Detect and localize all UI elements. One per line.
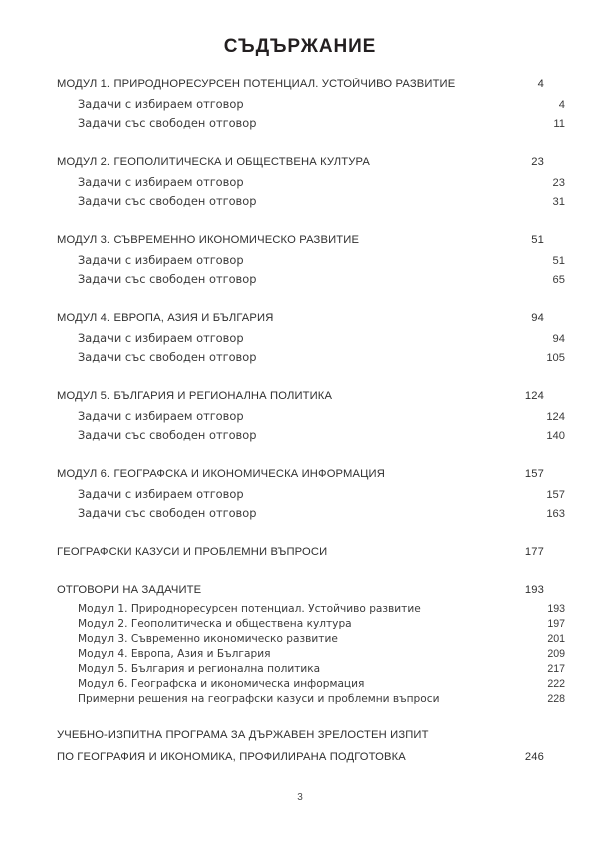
toc-subentry-page: 4 xyxy=(558,99,565,111)
toc-subentry-page: 157 xyxy=(546,489,565,501)
toc-subentry[interactable] xyxy=(78,272,565,286)
toc-answer-page: 201 xyxy=(547,633,565,645)
leader-dots xyxy=(249,107,557,108)
leader-dots xyxy=(325,671,545,672)
leader-dots xyxy=(411,759,523,760)
toc-answer-label: Модул 3. Съвременно икономическо развитие xyxy=(78,633,338,645)
module-block xyxy=(57,468,565,520)
toc-answer-item[interactable] xyxy=(78,618,565,630)
toc-subentry[interactable] xyxy=(78,428,565,442)
toc-entry-module[interactable] xyxy=(57,78,544,90)
toc-entry-label: МОДУЛ 5. БЪЛГАРИЯ И РЕГИОНАЛНА ПОЛИТИКА xyxy=(57,390,333,402)
toc-subentry-label: Задачи със свободен отговор xyxy=(78,194,257,208)
toc-subentry-label: Задачи със свободен отговор xyxy=(78,116,257,130)
toc-subentry[interactable] xyxy=(78,194,565,208)
toc-subentry[interactable] xyxy=(78,116,565,130)
toc-answer-page: 193 xyxy=(547,603,565,615)
toc-subentry-label: Задачи с избираем отговор xyxy=(78,253,244,267)
toc-subentry-label: Задачи с избираем отговор xyxy=(78,487,244,501)
page-title: СЪДЪРЖАНИЕ xyxy=(223,36,377,57)
toc-subentry-label: Задачи със свободен отговор xyxy=(78,428,257,442)
toc-subentry-page: 140 xyxy=(546,430,565,442)
answers-block xyxy=(57,584,565,705)
toc-answer-page: 209 xyxy=(547,648,565,660)
leader-dots xyxy=(390,476,523,477)
toc-answer-item[interactable] xyxy=(78,633,565,645)
leader-dots xyxy=(426,611,546,612)
module-block xyxy=(57,156,565,208)
toc-subentry[interactable] xyxy=(78,175,565,189)
toc-list xyxy=(57,78,565,763)
toc-entry-label: МОДУЛ 6. ГЕОГРАФСКА И ИКОНОМИЧЕСКА ИНФОРМАЦИЯ xyxy=(57,468,385,480)
leader-dots xyxy=(343,641,545,642)
toc-subentry[interactable] xyxy=(78,253,565,267)
toc-subentry[interactable] xyxy=(78,97,565,111)
toc-subentry-page: 65 xyxy=(552,274,565,286)
toc-subentry-page: 105 xyxy=(546,352,565,364)
toc-subentry-label: Задачи със свободен отговор xyxy=(78,506,257,520)
toc-entry-page: 193 xyxy=(524,584,544,596)
leader-dots xyxy=(206,592,523,593)
toc-subentry-label: Задачи с избираем отговор xyxy=(78,97,244,111)
leader-dots xyxy=(249,263,551,264)
toc-answer-label: Модул 1. Природноресурсен потенциал. Устойчиво развитие xyxy=(78,603,421,615)
module-block xyxy=(57,78,565,130)
toc-entry-page: 177 xyxy=(524,546,544,558)
toc-answer-label: Примерни решения на географски казуси и проблемни въпроси xyxy=(78,693,440,705)
leader-dots xyxy=(261,516,544,517)
toc-entry-module[interactable] xyxy=(57,234,544,246)
toc-entry-label: МОДУЛ 1. ПРИРОДНОРЕСУРСЕН ПОТЕНЦИАЛ. УСТОЙЧИВО РАЗВИТИЕ xyxy=(57,78,456,90)
toc-entry-page: 51 xyxy=(531,234,544,246)
toc-answer-label: Модул 4. Европа, Азия и България xyxy=(78,648,271,660)
leader-dots xyxy=(249,497,545,498)
toc-subentry-label: Задачи със свободен отговор xyxy=(78,272,257,286)
toc-entry-label: ОТГОВОРИ НА ЗАДАЧИТЕ xyxy=(57,584,202,596)
toc-subentry-label: Задачи със свободен отговор xyxy=(78,350,257,364)
leader-dots xyxy=(249,419,545,420)
leader-dots xyxy=(337,398,523,399)
leader-dots xyxy=(261,126,551,127)
program-line-1: УЧЕБНО-ИЗПИТНА ПРОГРАМА ЗА ДЪРЖАВЕН ЗРЕЛОСТЕН ИЗПИТ xyxy=(57,729,429,741)
toc-subentry-page: 94 xyxy=(552,333,565,345)
toc-subentry[interactable] xyxy=(78,331,565,345)
page-number: 3 xyxy=(297,792,303,803)
leader-dots xyxy=(357,626,546,627)
leader-dots xyxy=(261,204,550,205)
toc-subentry-page: 31 xyxy=(552,196,565,208)
program-page: 246 xyxy=(524,751,544,763)
toc-entry-label: МОДУЛ 2. ГЕОПОЛИТИЧЕСКА И ОБЩЕСТВЕНА КУЛТУРА xyxy=(57,156,370,168)
case-studies-block xyxy=(57,546,544,558)
program-label: ПО ГЕОГРАФИЯ И ИКОНОМИКА, ПРОФИЛИРАНА ПОДГОТОВКА xyxy=(57,751,406,763)
toc-entry-page: 124 xyxy=(524,390,544,402)
toc-entry-module[interactable] xyxy=(57,156,544,168)
leader-dots xyxy=(261,282,550,283)
toc-entry-case-studies[interactable] xyxy=(57,546,544,558)
toc-answer-label: Модул 6. Географска и икономическа информация xyxy=(78,678,365,690)
toc-entry-label: МОДУЛ 4. ЕВРОПА, АЗИЯ И БЪЛГАРИЯ xyxy=(57,312,274,324)
leader-dots xyxy=(460,86,535,87)
toc-subentry-page: 51 xyxy=(552,255,565,267)
toc-subentry[interactable] xyxy=(78,409,565,423)
leader-dots xyxy=(249,341,551,342)
toc-subentry-page: 124 xyxy=(546,411,565,423)
toc-subentry-page: 163 xyxy=(546,508,565,520)
leader-dots xyxy=(278,320,529,321)
leader-dots xyxy=(369,686,545,687)
toc-entry-page: 94 xyxy=(531,312,544,324)
module-block xyxy=(57,234,565,286)
leader-dots xyxy=(444,701,545,702)
toc-answer-item[interactable] xyxy=(78,648,565,660)
toc-subentry[interactable] xyxy=(78,487,565,501)
toc-entry-label: ГЕОГРАФСКИ КАЗУСИ И ПРОБЛЕМНИ ВЪПРОСИ xyxy=(57,546,328,558)
toc-answer-label: Модул 5. България и регионална политика xyxy=(78,663,321,675)
program-line-2[interactable] xyxy=(57,751,544,763)
toc-answer-page: 222 xyxy=(547,678,565,690)
leader-dots xyxy=(332,554,523,555)
toc-answer-page: 197 xyxy=(547,618,565,630)
toc-answer-item[interactable] xyxy=(78,603,565,615)
toc-entry-page: 4 xyxy=(537,78,544,90)
toc-entry-label: МОДУЛ 3. СЪВРЕМЕННО ИКОНОМИЧЕСКО РАЗВИТИЕ xyxy=(57,234,360,246)
leader-dots xyxy=(364,242,529,243)
toc-answer-page: 217 xyxy=(547,663,565,675)
toc-answer-page: 228 xyxy=(547,693,565,705)
toc-subentry-label: Задачи с избираем отговор xyxy=(78,331,244,345)
toc-answer-item[interactable] xyxy=(78,663,565,675)
leader-dots xyxy=(261,360,544,361)
toc-subentry[interactable] xyxy=(78,506,565,520)
toc-entry-answers[interactable] xyxy=(57,584,544,596)
leader-dots xyxy=(275,656,545,657)
toc-entry-module[interactable] xyxy=(57,390,544,402)
toc-answer-label: Модул 2. Геополитическа и обществена култура xyxy=(78,618,352,630)
module-block xyxy=(57,312,565,364)
toc-entry-page: 157 xyxy=(524,468,544,480)
module-block xyxy=(57,390,565,442)
toc-subentry-page: 23 xyxy=(552,177,565,189)
toc-answer-item[interactable] xyxy=(78,693,565,705)
leader-dots xyxy=(261,438,544,439)
toc-subentry[interactable] xyxy=(78,350,565,364)
toc-entry-module[interactable] xyxy=(57,312,544,324)
toc-answer-item[interactable] xyxy=(78,678,565,690)
toc-subentry-label: Задачи с избираем отговор xyxy=(78,175,244,189)
leader-dots xyxy=(249,185,551,186)
leader-dots xyxy=(375,164,529,165)
program-block[interactable] xyxy=(57,729,544,763)
toc-entry-module[interactable] xyxy=(57,468,544,480)
toc-subentry-page: 11 xyxy=(553,118,565,130)
toc-subentry-label: Задачи с избираем отговор xyxy=(78,409,244,423)
toc-entry-page: 23 xyxy=(531,156,544,168)
